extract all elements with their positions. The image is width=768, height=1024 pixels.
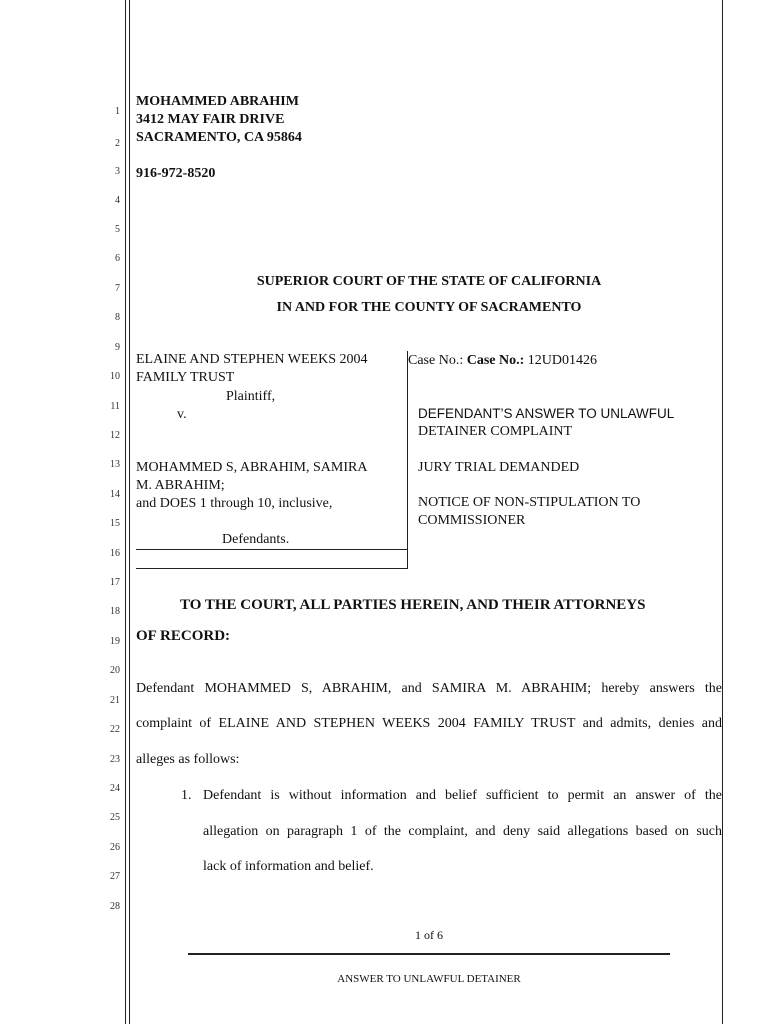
caption-rule-upper	[136, 549, 407, 550]
line-number: 19	[110, 636, 120, 647]
line-number: 24	[110, 783, 120, 794]
document-title-line2: DETAINER COMPLAINT	[418, 424, 573, 439]
defendant-role: Defendants.	[222, 532, 290, 547]
line-number: 28	[110, 901, 120, 912]
item-line2: allegation on paragraph 1 of the complaint, and deny said allegations based on such	[203, 824, 722, 839]
line-number: 1	[115, 106, 120, 117]
line-number: 9	[115, 342, 120, 353]
line-number: 15	[110, 518, 120, 529]
page-number: 1 of 6	[415, 928, 443, 942]
court-title: SUPERIOR COURT OF THE STATE OF CALIFORNIA	[256, 274, 602, 289]
footer-title: ANSWER TO UNLAWFUL DETAINER	[337, 973, 521, 985]
case-number-value: 12UD01426	[527, 353, 597, 368]
line-number: 2	[115, 138, 120, 149]
line-number: 11	[110, 401, 120, 412]
versus: v.	[177, 407, 187, 422]
salutation-line1: TO THE COURT, ALL PARTIES HEREIN, AND THEIR ATTORNEYS	[180, 597, 646, 613]
item-line3: lack of information and belief.	[203, 859, 374, 874]
line-number: 22	[110, 724, 120, 735]
line-number: 23	[110, 754, 120, 765]
line-number: 10	[110, 371, 120, 382]
salutation-line2: OF RECORD:	[136, 628, 231, 644]
line-number: 3	[115, 166, 120, 177]
document-title-line1: DEFENDANT’S ANSWER TO UNLAWFUL	[418, 406, 675, 421]
line-number: 17	[110, 577, 120, 588]
court-county: IN AND FOR THE COUNTY OF SACRAMENTO	[276, 300, 582, 315]
line-number: 4	[115, 195, 120, 206]
caption-rule-lower	[136, 568, 407, 569]
defendant-name-line3: and DOES 1 through 10, inclusive,	[136, 496, 333, 511]
line-number: 20	[110, 665, 120, 676]
defendant-name-line1: MOHAMMED S, ABRAHIM, SAMIRA	[136, 460, 368, 475]
caption-vertical-rule	[407, 351, 408, 569]
paragraph-line2: complaint of ELAINE AND STEPHEN WEEKS 2004 FAMILY TRUST and admits, denies and	[136, 716, 722, 731]
footer-rule	[188, 953, 670, 955]
plaintiff-role: Plaintiff,	[226, 389, 276, 404]
line-number: 12	[110, 430, 120, 441]
jury-trial-demanded: JURY TRIAL DEMANDED	[418, 460, 580, 475]
line-number: 18	[110, 606, 120, 617]
line-number: 8	[115, 312, 120, 323]
paragraph-line3: alleges as follows:	[136, 752, 240, 767]
notice-line2: COMMISSIONER	[418, 513, 526, 528]
case-number	[408, 352, 597, 370]
plaintiff-name-line2: FAMILY TRUST	[136, 370, 235, 385]
left-margin-rule-outer	[125, 0, 126, 1024]
party-name: MOHAMMED ABRAHIM	[136, 94, 299, 109]
item-number: 1.	[181, 788, 192, 803]
plaintiff-name-line1: ELAINE AND STEPHEN WEEKS 2004	[136, 352, 368, 367]
party-phone: 916-972-8520	[136, 166, 216, 181]
case-label: Case No.:	[466, 353, 525, 368]
line-number: 25	[110, 812, 120, 823]
notice-line1: NOTICE OF NON-STIPULATION TO	[418, 495, 641, 510]
defendant-name-line2: M. ABRAHIM;	[136, 478, 225, 493]
line-number: 14	[110, 489, 120, 500]
line-number: 5	[115, 224, 120, 235]
line-number: 16	[110, 548, 120, 559]
line-number: 13	[110, 459, 120, 470]
item-line1: Defendant is without information and belief sufficient to permit an answer of the	[203, 788, 722, 803]
paragraph-line1: Defendant MOHAMMED S, ABRAHIM, and SAMIRA M. ABRAHIM; hereby answers the	[136, 681, 722, 696]
party-street: 3412 MAY FAIR DRIVE	[136, 112, 285, 127]
left-margin-rule-inner	[129, 0, 130, 1024]
right-margin-rule	[722, 0, 723, 1024]
case-prefix: Case No.:	[408, 353, 464, 368]
line-number: 27	[110, 871, 120, 882]
party-city: SACRAMENTO, CA 95864	[136, 130, 302, 145]
line-number: 6	[115, 253, 120, 264]
line-number: 26	[110, 842, 120, 853]
line-number: 21	[110, 695, 120, 706]
line-number: 7	[115, 283, 120, 294]
